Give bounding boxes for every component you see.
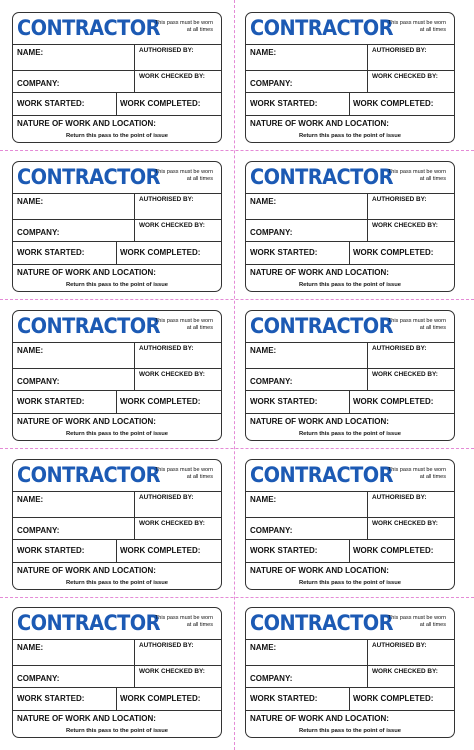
pass-header: [246, 162, 454, 193]
nature-of-work-field[interactable]: [13, 413, 221, 441]
company-label: COMPANY:: [250, 228, 293, 237]
name-field[interactable]: [13, 492, 134, 517]
work-started-label: WORK STARTED:: [250, 546, 318, 555]
work-completed-label: WORK COMPLETED:: [120, 248, 201, 257]
name-label: NAME:: [17, 197, 44, 206]
nature-of-work-field[interactable]: [246, 413, 454, 441]
horizontal-cut-line: [0, 150, 474, 151]
work-completed-label: WORK COMPLETED:: [120, 397, 201, 406]
nature-of-work-label: NATURE OF WORK AND LOCATION:: [250, 566, 389, 575]
work-checked-by-label: WORK CHECKED BY:: [372, 222, 438, 229]
company-field[interactable]: [246, 220, 367, 241]
row-name-authorised: [246, 491, 454, 517]
horizontal-cut-line: [0, 597, 474, 598]
work-checked-by-label: WORK CHECKED BY:: [139, 73, 205, 80]
name-label: NAME:: [250, 197, 277, 206]
nature-of-work-field[interactable]: [246, 115, 454, 143]
company-field[interactable]: [13, 220, 134, 241]
work-completed-label: WORK COMPLETED:: [353, 694, 434, 703]
work-completed-field[interactable]: [116, 688, 221, 710]
contractor-pass-card: [12, 607, 222, 738]
nature-of-work-label: NATURE OF WORK AND LOCATION:: [17, 566, 156, 575]
row-name-authorised: [13, 639, 221, 665]
authorised-by-label: AUTHORISED BY:: [139, 494, 194, 501]
name-label: NAME:: [250, 495, 277, 504]
name-field[interactable]: [246, 343, 367, 368]
row-name-authorised: [13, 44, 221, 70]
row-company-checked: [13, 665, 221, 687]
authorised-by-field[interactable]: [134, 492, 221, 517]
authorised-by-field[interactable]: [367, 640, 454, 665]
row-work-dates: [13, 92, 221, 115]
work-started-label: WORK STARTED:: [17, 99, 85, 108]
name-field[interactable]: [13, 194, 134, 219]
work-started-label: WORK STARTED:: [17, 397, 85, 406]
row-work-dates: [246, 241, 454, 264]
contractor-pass-card: [12, 161, 222, 292]
authorised-by-label: AUTHORISED BY:: [139, 345, 194, 352]
work-checked-by-field[interactable]: [134, 220, 221, 241]
work-completed-field[interactable]: [349, 688, 454, 710]
work-completed-field[interactable]: [116, 93, 221, 115]
work-completed-label: WORK COMPLETED:: [120, 546, 201, 555]
authorised-by-label: AUTHORISED BY:: [372, 642, 427, 649]
authorised-by-field[interactable]: [134, 640, 221, 665]
company-label: COMPANY:: [17, 674, 60, 683]
return-instruction: Return this pass to the point of issue: [298, 431, 402, 437]
nature-of-work-label: NATURE OF WORK AND LOCATION:: [17, 268, 156, 277]
pass-title: CONTRACTOR: [17, 165, 160, 189]
work-checked-by-label: WORK CHECKED BY:: [139, 371, 205, 378]
work-started-label: WORK STARTED:: [17, 546, 85, 555]
work-started-label: WORK STARTED:: [250, 694, 318, 703]
work-checked-by-field[interactable]: [134, 369, 221, 390]
company-field[interactable]: [13, 369, 134, 390]
pass-header: [13, 608, 221, 639]
wear-notice: This pass must be worn at all times: [387, 615, 446, 628]
pass-header: [13, 13, 221, 44]
company-field[interactable]: [246, 71, 367, 92]
work-checked-by-field[interactable]: [134, 518, 221, 539]
return-instruction: Return this pass to the point of issue: [65, 133, 169, 139]
nature-of-work-field[interactable]: [246, 264, 454, 292]
name-label: NAME:: [17, 495, 44, 504]
work-checked-by-label: WORK CHECKED BY:: [139, 668, 205, 675]
contractor-pass-card: [245, 161, 455, 292]
return-instruction: Return this pass to the point of issue: [298, 133, 402, 139]
contractor-pass-card: [245, 459, 455, 590]
name-field[interactable]: [13, 343, 134, 368]
row-name-authorised: [246, 342, 454, 368]
contractor-pass-card: [245, 310, 455, 441]
nature-of-work-label: NATURE OF WORK AND LOCATION:: [250, 268, 389, 277]
name-field[interactable]: [13, 45, 134, 70]
authorised-by-label: AUTHORISED BY:: [372, 196, 427, 203]
work-completed-field[interactable]: [349, 242, 454, 264]
work-completed-label: WORK COMPLETED:: [120, 99, 201, 108]
work-checked-by-label: WORK CHECKED BY:: [372, 668, 438, 675]
company-label: COMPANY:: [250, 674, 293, 683]
name-label: NAME:: [250, 48, 277, 57]
nature-of-work-label: NATURE OF WORK AND LOCATION:: [250, 417, 389, 426]
pass-header: [13, 311, 221, 342]
pass-header: [13, 162, 221, 193]
company-label: COMPANY:: [17, 79, 60, 88]
return-instruction: Return this pass to the point of issue: [298, 728, 402, 734]
row-name-authorised: [13, 342, 221, 368]
nature-of-work-field[interactable]: [246, 562, 454, 590]
authorised-by-field[interactable]: [367, 343, 454, 368]
authorised-by-label: AUTHORISED BY:: [372, 47, 427, 54]
authorised-by-label: AUTHORISED BY:: [372, 345, 427, 352]
wear-notice: This pass must be worn at all times: [154, 467, 213, 480]
company-label: COMPANY:: [250, 377, 293, 386]
wear-notice: This pass must be worn at all times: [387, 467, 446, 480]
work-completed-field[interactable]: [349, 93, 454, 115]
work-checked-by-field[interactable]: [367, 518, 454, 539]
work-completed-field[interactable]: [116, 540, 221, 562]
company-label: COMPANY:: [17, 228, 60, 237]
row-work-dates: [246, 539, 454, 562]
work-checked-by-field[interactable]: [134, 71, 221, 92]
row-work-dates: [13, 241, 221, 264]
pass-header: [13, 460, 221, 491]
row-company-checked: [246, 665, 454, 687]
contractor-pass-card: [12, 12, 222, 143]
work-completed-label: WORK COMPLETED:: [353, 397, 434, 406]
wear-notice: This pass must be worn at all times: [387, 20, 446, 33]
return-instruction: Return this pass to the point of issue: [65, 728, 169, 734]
nature-of-work-field[interactable]: [13, 115, 221, 143]
work-checked-by-label: WORK CHECKED BY:: [139, 222, 205, 229]
work-completed-label: WORK COMPLETED:: [353, 546, 434, 555]
name-label: NAME:: [250, 643, 277, 652]
row-work-dates: [13, 687, 221, 710]
row-name-authorised: [246, 193, 454, 219]
work-started-label: WORK STARTED:: [17, 694, 85, 703]
work-completed-field[interactable]: [349, 540, 454, 562]
work-completed-label: WORK COMPLETED:: [353, 248, 434, 257]
nature-of-work-field[interactable]: [246, 710, 454, 738]
company-label: COMPANY:: [17, 377, 60, 386]
pass-header: [246, 608, 454, 639]
pass-title: CONTRACTOR: [17, 611, 160, 635]
pass-title: CONTRACTOR: [17, 463, 160, 487]
nature-of-work-label: NATURE OF WORK AND LOCATION:: [250, 119, 389, 128]
return-instruction: Return this pass to the point of issue: [65, 431, 169, 437]
work-completed-label: WORK COMPLETED:: [120, 694, 201, 703]
pass-title: CONTRACTOR: [250, 463, 393, 487]
work-checked-by-field[interactable]: [367, 71, 454, 92]
work-checked-by-label: WORK CHECKED BY:: [372, 371, 438, 378]
work-checked-by-field[interactable]: [134, 666, 221, 687]
row-name-authorised: [246, 44, 454, 70]
company-field[interactable]: [246, 369, 367, 390]
company-field[interactable]: [13, 518, 134, 539]
row-name-authorised: [13, 193, 221, 219]
pass-title: CONTRACTOR: [250, 611, 393, 635]
name-field[interactable]: [246, 492, 367, 517]
nature-of-work-field[interactable]: [13, 710, 221, 738]
row-work-dates: [246, 390, 454, 413]
nature-of-work-label: NATURE OF WORK AND LOCATION:: [17, 417, 156, 426]
pass-header: [246, 311, 454, 342]
company-label: COMPANY:: [250, 526, 293, 535]
horizontal-cut-line: [0, 299, 474, 300]
wear-notice: This pass must be worn at all times: [154, 20, 213, 33]
authorised-by-field[interactable]: [134, 194, 221, 219]
work-checked-by-field[interactable]: [367, 369, 454, 390]
company-field[interactable]: [13, 71, 134, 92]
work-started-field[interactable]: [13, 688, 116, 710]
pass-title: CONTRACTOR: [250, 16, 393, 40]
return-instruction: Return this pass to the point of issue: [298, 580, 402, 586]
work-completed-field[interactable]: [349, 391, 454, 413]
name-field[interactable]: [246, 45, 367, 70]
contractor-pass-card: [245, 607, 455, 738]
work-completed-label: WORK COMPLETED:: [353, 99, 434, 108]
name-field[interactable]: [246, 194, 367, 219]
authorised-by-field[interactable]: [367, 194, 454, 219]
row-name-authorised: [13, 491, 221, 517]
work-started-field[interactable]: [246, 688, 349, 710]
company-field[interactable]: [246, 666, 367, 687]
wear-notice: This pass must be worn at all times: [387, 169, 446, 182]
work-started-label: WORK STARTED:: [250, 397, 318, 406]
row-work-dates: [246, 92, 454, 115]
work-checked-by-label: WORK CHECKED BY:: [139, 520, 205, 527]
work-started-field[interactable]: [13, 391, 116, 413]
nature-of-work-field[interactable]: [13, 264, 221, 292]
pass-title: CONTRACTOR: [250, 165, 393, 189]
work-started-field[interactable]: [246, 242, 349, 264]
work-checked-by-label: WORK CHECKED BY:: [372, 73, 438, 80]
pass-title: CONTRACTOR: [17, 314, 160, 338]
company-field[interactable]: [246, 518, 367, 539]
pass-title: CONTRACTOR: [17, 16, 160, 40]
work-started-label: WORK STARTED:: [17, 248, 85, 257]
wear-notice: This pass must be worn at all times: [387, 318, 446, 331]
horizontal-cut-line: [0, 448, 474, 449]
work-completed-field[interactable]: [116, 391, 221, 413]
work-checked-by-label: WORK CHECKED BY:: [372, 520, 438, 527]
work-checked-by-field[interactable]: [367, 666, 454, 687]
contractor-pass-card: [12, 310, 222, 441]
work-completed-field[interactable]: [116, 242, 221, 264]
row-work-dates: [13, 390, 221, 413]
vertical-cut-line: [234, 0, 235, 750]
return-instruction: Return this pass to the point of issue: [65, 282, 169, 288]
row-work-dates: [13, 539, 221, 562]
wear-notice: This pass must be worn at all times: [154, 318, 213, 331]
authorised-by-label: AUTHORISED BY:: [139, 47, 194, 54]
name-field[interactable]: [246, 640, 367, 665]
work-started-field[interactable]: [246, 391, 349, 413]
name-label: NAME:: [250, 346, 277, 355]
name-label: NAME:: [17, 346, 44, 355]
row-company-checked: [246, 368, 454, 390]
authorised-by-field[interactable]: [134, 45, 221, 70]
contractor-pass-card: [245, 12, 455, 143]
work-started-label: WORK STARTED:: [250, 99, 318, 108]
authorised-by-label: AUTHORISED BY:: [139, 642, 194, 649]
authorised-by-label: AUTHORISED BY:: [139, 196, 194, 203]
nature-of-work-label: NATURE OF WORK AND LOCATION:: [17, 119, 156, 128]
name-field[interactable]: [13, 640, 134, 665]
row-company-checked: [246, 70, 454, 92]
pass-header: [246, 13, 454, 44]
row-company-checked: [13, 219, 221, 241]
work-started-field[interactable]: [13, 242, 116, 264]
contractor-pass-card: [12, 459, 222, 590]
row-name-authorised: [246, 639, 454, 665]
row-company-checked: [13, 368, 221, 390]
authorised-by-field[interactable]: [367, 492, 454, 517]
return-instruction: Return this pass to the point of issue: [65, 580, 169, 586]
wear-notice: This pass must be worn at all times: [154, 169, 213, 182]
work-started-field[interactable]: [13, 540, 116, 562]
wear-notice: This pass must be worn at all times: [154, 615, 213, 628]
work-started-field[interactable]: [13, 93, 116, 115]
row-work-dates: [246, 687, 454, 710]
row-company-checked: [246, 517, 454, 539]
authorised-by-label: AUTHORISED BY:: [372, 494, 427, 501]
row-company-checked: [13, 517, 221, 539]
work-started-field[interactable]: [246, 93, 349, 115]
name-label: NAME:: [17, 643, 44, 652]
company-field[interactable]: [13, 666, 134, 687]
pass-title: CONTRACTOR: [250, 314, 393, 338]
nature-of-work-label: NATURE OF WORK AND LOCATION:: [17, 714, 156, 723]
return-instruction: Return this pass to the point of issue: [298, 282, 402, 288]
authorised-by-field[interactable]: [134, 343, 221, 368]
nature-of-work-field[interactable]: [13, 562, 221, 590]
company-label: COMPANY:: [250, 79, 293, 88]
row-company-checked: [13, 70, 221, 92]
company-label: COMPANY:: [17, 526, 60, 535]
pass-header: [246, 460, 454, 491]
authorised-by-field[interactable]: [367, 45, 454, 70]
work-started-label: WORK STARTED:: [250, 248, 318, 257]
row-company-checked: [246, 219, 454, 241]
nature-of-work-label: NATURE OF WORK AND LOCATION:: [250, 714, 389, 723]
work-checked-by-field[interactable]: [367, 220, 454, 241]
work-started-field[interactable]: [246, 540, 349, 562]
name-label: NAME:: [17, 48, 44, 57]
